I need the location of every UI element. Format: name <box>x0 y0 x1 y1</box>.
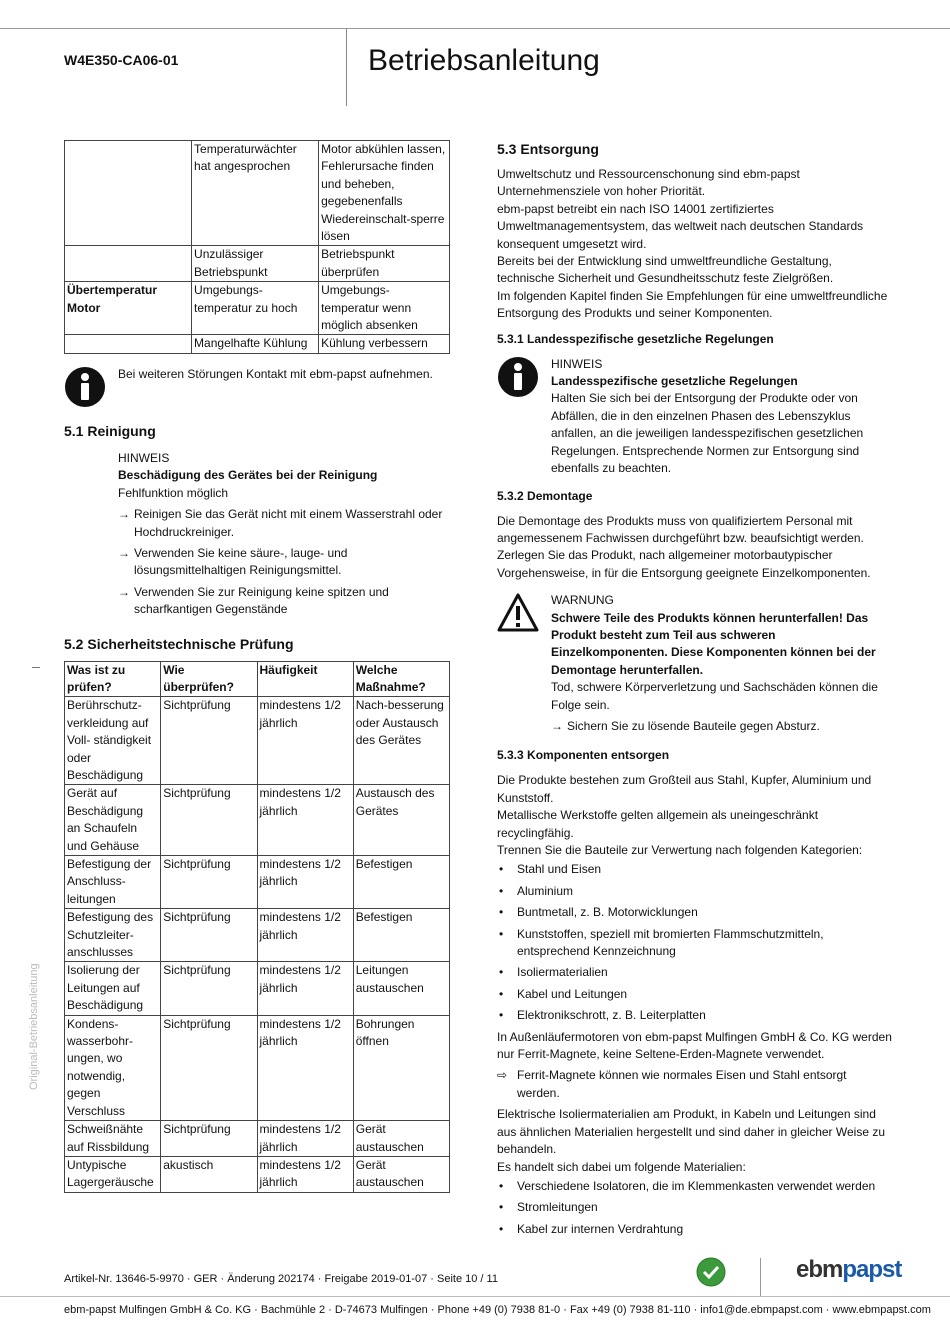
table-row <box>65 282 450 335</box>
company-address: ebm-papst Mulfingen GmbH & Co. KG · Bachmühle 2 · D-74673 Mulfingen · Phone +49 (0) 7938 81-0 · Fax +49 (0) 7938 81-110 · info1@de.ebmpapst.com · www.ebmpapst.com <box>64 1304 931 1316</box>
arrow-icon: → <box>118 507 130 522</box>
list-item-text: Aluminium <box>517 883 574 898</box>
table-row <box>65 856 450 909</box>
fault-cell <box>65 335 192 353</box>
table-row <box>65 909 450 962</box>
right-column <box>497 140 892 1242</box>
fault-cell: Motor abkühlen lassen, Fehlerursache finden und beheben, gegebenenfalls Wiedereinschalt-sperre lösen <box>319 141 450 246</box>
green-tech-icon <box>696 1257 726 1287</box>
table-cell: Befestigung der Anschluss-leitungen <box>65 856 161 909</box>
table-row <box>65 1156 450 1192</box>
arrow-icon: → <box>551 718 563 733</box>
green-tech-badge <box>696 1257 726 1292</box>
info-icon <box>64 366 106 408</box>
fault-cell <box>65 141 192 246</box>
list-item-text: Kunststoffen, speziell mit bromierten Flammschutzmitteln, entsprechend Kennzeichnung <box>517 926 824 959</box>
list-item <box>118 584 450 619</box>
list-item <box>497 1178 892 1195</box>
table-row <box>65 962 450 1015</box>
fault-cell: Kühlung verbessern <box>319 335 450 353</box>
fault-cell: Betriebspunkt überprüfen <box>319 246 450 282</box>
bullet-icon: • <box>499 883 504 898</box>
table-cell: mindestens 1/2 jährlich <box>257 909 353 962</box>
regulation-notice <box>497 356 892 478</box>
bullet-icon: • <box>499 926 504 941</box>
table-cell: mindestens 1/2 jährlich <box>257 1121 353 1157</box>
brand-logo <box>796 1256 901 1284</box>
table-cell: Sichtprüfung <box>161 962 257 1015</box>
footer-separator <box>760 1258 761 1296</box>
bullet-icon: • <box>499 905 504 920</box>
table-cell: Schweißnähte auf Rissbildung <box>65 1121 161 1157</box>
column-header: Welche Maßnahme? <box>353 661 449 697</box>
hint-arrow-icon: ⇨ <box>497 1068 508 1083</box>
fault-cell: Mangelhafte Kühlung <box>192 335 319 353</box>
list-item-text: Buntmetall, z. B. Motorwicklungen <box>517 905 698 920</box>
list-item-text: Kabel zur internen Verdrahtung <box>517 1221 684 1236</box>
list-item-text: Kabel und Leitungen <box>517 986 628 1001</box>
info-icon <box>497 356 539 398</box>
table-cell: mindestens 1/2 jährlich <box>257 697 353 785</box>
table-cell: Sichtprüfung <box>161 785 257 856</box>
contact-text: Bei weiteren Störungen Kontakt mit ebm-papst aufnehmen. <box>118 366 433 381</box>
table-cell: Gerät austauschen <box>353 1156 449 1192</box>
table-cell: Bohrungen öffnen <box>353 1015 449 1120</box>
table-cell: Nach-besserung oder Austausch des Gerätes <box>353 697 449 785</box>
table-row <box>65 335 450 353</box>
table-row <box>65 1015 450 1120</box>
notice-body <box>551 356 892 478</box>
warning-text: Tod, schwere Körperverletzung und Sachschäden können die Folge sein. <box>551 680 878 712</box>
list-item-text: Elektronikschrott, z. B. Leiterplatten <box>517 1008 706 1023</box>
bullet-icon: • <box>499 1008 504 1023</box>
contact-notice <box>64 366 450 408</box>
paragraph: Die Demontage des Produkts muss von qualifiziertem Personal mit angemessenem Fachwissen durchgeführt bzw. beaufsichtigt werden. Zerlegen Sie das Produkt, nach allgemeiner motorbautypischer Vorgehensweise, in für die Entsorgung geeignete Einzelkomponenten. <box>497 513 871 580</box>
paragraph: Elektrische Isoliermaterialien am Produkt, in Kabeln und Leitungen sind aus ähnlichen Materialien hergestellt und sind daher in gleicher Weise zu behandeln. <box>497 1107 886 1157</box>
table-header-row <box>65 661 450 697</box>
inspection-table-body <box>65 697 450 1192</box>
column-header: Wie überprüfen? <box>161 661 257 697</box>
table-cell: mindestens 1/2 jährlich <box>257 1156 353 1192</box>
list-item <box>551 718 892 735</box>
list-item <box>497 1199 892 1216</box>
margin-mark <box>32 667 40 668</box>
paragraph: Bereits bei der Entwicklung sind umweltfreundliche Gestaltung, technische Sicherheit und Gesundheitsschutz feste Zielgrößen. <box>497 254 834 286</box>
list-item-text: Sichern Sie zu lösende Bauteile gegen Absturz. <box>567 718 820 733</box>
table-cell: mindestens 1/2 jährlich <box>257 1015 353 1120</box>
bullet-icon: • <box>499 986 504 1001</box>
table-cell: Austausch des Gerätes <box>353 785 449 856</box>
fault-cell <box>65 246 192 282</box>
category-list <box>497 861 892 1024</box>
section-5-1-title: 5.1 Reinigung <box>64 422 156 439</box>
paragraph: Trennen Sie die Bauteile zur Verwertung nach folgenden Kategorien: <box>497 843 863 857</box>
brand-part: ebm <box>796 1256 843 1283</box>
list-item-text: Stahl und Eisen <box>517 862 602 877</box>
notice-label: HINWEIS <box>551 356 603 371</box>
left-column <box>64 140 450 1193</box>
table-cell: Untypische Lagergeräusche <box>65 1156 161 1192</box>
paragraph: In Außenläufermotoren von ebm-papst Mulfingen GmbH & Co. KG werden nur Ferrit-Magnete, keine Seltene-Erden-Magnete verwendet. <box>497 1029 892 1062</box>
list-item-text: Stromleitungen <box>517 1200 598 1215</box>
hint-item <box>497 1067 892 1102</box>
list-item-text: Verschiedene Isolatoren, die im Klemmenkasten verwendet werden <box>517 1178 876 1193</box>
bullet-icon: • <box>499 1200 504 1215</box>
side-label: Original-Betriebsanleitung <box>28 963 40 1090</box>
notice-title: Beschädigung des Gerätes bei der Reinigung <box>118 468 378 483</box>
table-cell: Sichtprüfung <box>161 1015 257 1120</box>
table-cell: Gerät austauschen <box>353 1121 449 1157</box>
table-row <box>65 697 450 785</box>
table-cell: Sichtprüfung <box>161 856 257 909</box>
list-item <box>118 545 450 580</box>
warning-notice <box>497 592 892 735</box>
table-cell: Berührschutz-verkleidung auf Voll- ständigkeit oder Beschädigung <box>65 697 161 785</box>
fault-cell: Temperaturwächter hat angesprochen <box>192 141 319 246</box>
table-row <box>65 246 450 282</box>
header-rule <box>0 28 950 29</box>
cleaning-notice <box>118 450 450 619</box>
list-item-text: Verwenden Sie keine säure-, lauge- und lösungsmittelhaltigen Reinigungsmittel. <box>134 545 348 578</box>
column-header: Häufigkeit <box>257 661 353 697</box>
section-5-3-title: 5.3 Entsorgung <box>497 141 599 157</box>
notice-label: HINWEIS <box>118 450 170 465</box>
table-cell: akustisch <box>161 1156 257 1192</box>
list-item-text: Verwenden Sie zur Reinigung keine spitzen und scharfkantigen Gegenstände <box>134 584 389 617</box>
warning-title: Schwere Teile des Produkts können herunterfallen! Das Produkt besteht zum Teil aus schweren Einzelkomponenten. Diese Komponenten können bei der Demontage herunterfallen. <box>551 610 876 677</box>
list-item <box>497 1221 892 1238</box>
list-item-text: Isoliermaterialien <box>517 965 608 980</box>
list-item <box>118 506 450 541</box>
table-cell: Sichtprüfung <box>161 697 257 785</box>
components-text <box>497 772 892 859</box>
table-row <box>65 1121 450 1157</box>
table-cell: Leitungen austauschen <box>353 962 449 1015</box>
arrow-icon: → <box>118 584 130 599</box>
table-cell: Sichtprüfung <box>161 1121 257 1157</box>
disposal-intro <box>497 166 892 323</box>
notice-title: Landesspezifische gesetzliche Regelungen <box>551 374 798 389</box>
table-cell: Sichtprüfung <box>161 909 257 962</box>
table-cell: mindestens 1/2 jährlich <box>257 856 353 909</box>
table-cell: Befestigung des Schutzleiter-anschlusses <box>65 909 161 962</box>
list-item-text: Reinigen Sie das Gerät nicht mit einem Wasserstrahl oder Hochdruckreiniger. <box>134 507 443 539</box>
footer-rule <box>0 1296 950 1297</box>
paragraph: Die Produkte bestehen zum Großteil aus Stahl, Kupfer, Aluminium und Kunststoff. <box>497 773 872 805</box>
column-header: Was ist zu prüfen? <box>65 661 161 697</box>
table-cell: mindestens 1/2 jährlich <box>257 785 353 856</box>
section-5-3-1-title: 5.3.1 Landesspezifische gesetzliche Regelungen <box>497 331 774 346</box>
table-cell: Isolierung der Leitungen auf Beschädigung <box>65 962 161 1015</box>
bullet-icon: • <box>499 1221 504 1236</box>
table-row <box>65 785 450 856</box>
bullet-icon: • <box>499 1178 504 1193</box>
arrow-icon: → <box>118 545 130 560</box>
bullet-icon: • <box>499 862 504 877</box>
notice-text: Fehlfunktion möglich <box>118 485 229 500</box>
fault-cell: Übertemperatur Motor <box>65 282 192 335</box>
inspection-table <box>64 661 450 1193</box>
warning-label: WARNUNG <box>551 593 614 608</box>
table-cell: Gerät auf Beschädigung an Schaufeln und Gehäuse <box>65 785 161 856</box>
table-cell: mindestens 1/2 jährlich <box>257 962 353 1015</box>
paragraph: Es handelt sich dabei um folgende Materialien: <box>497 1159 746 1174</box>
fault-table <box>64 140 450 354</box>
table-row <box>65 141 450 246</box>
table-cell: Kondens-wasserbohr-ungen, wo notwendig, gegen Verschluss <box>65 1015 161 1120</box>
header-separator <box>346 28 347 106</box>
section-5-3-2-title: 5.3.2 Demontage <box>497 488 593 503</box>
paragraph: ebm-papst betreibt ein nach ISO 14001 zertifiziertes Umweltmanagementsystem, das weltweit nach deutschen Standards konsequent umgesetzt wird. <box>497 201 864 251</box>
list-item <box>497 904 892 921</box>
table-cell: Befestigen <box>353 909 449 962</box>
list-item <box>497 926 892 961</box>
list-item <box>497 883 892 900</box>
fault-cell: Unzulässiger Betriebspunkt <box>192 246 319 282</box>
notice-text: Halten Sie sich bei der Entsorgung der Produkte oder von Abfällen, die in den einzelnen Phasen des Lebenszyklus anfallen, an die jeweiligen landesspezifischen gesetzlichen Regelungen. Entsprechende Normen zur Entsorgung sind ebenfalls zu beachten. <box>551 391 864 476</box>
fault-cell: Umgebungs-temperatur wenn möglich absenken <box>319 282 450 335</box>
list-item <box>497 1007 892 1024</box>
section-5-3-3-title: 5.3.3 Komponenten entsorgen <box>497 748 670 763</box>
brand-part: papst <box>842 1256 902 1283</box>
paragraph: Metallische Werkstoffe gelten allgemein als uneingeschränkt recyclingfähig. <box>497 808 819 840</box>
fault-cell: Umgebungs-temperatur zu hoch <box>192 282 319 335</box>
list-item <box>497 861 892 878</box>
list-item <box>497 964 892 981</box>
bullet-icon: • <box>499 965 504 980</box>
hint-text: Ferrit-Magnete können wie normales Eisen und Stahl entsorgt werden. <box>517 1068 847 1100</box>
article-info: Artikel-Nr. 13646-5-9970 · GER · Änderung 202174 · Freigabe 2019-01-07 · Seite 10 / 11 <box>64 1273 498 1285</box>
paragraph: Umweltschutz und Ressourcenschonung sind ebm-papst Unternehmensziele von hoher Priorität. <box>497 167 800 199</box>
material-list <box>497 1178 892 1238</box>
warning-body <box>551 592 892 735</box>
table-cell: Befestigen <box>353 856 449 909</box>
list-item <box>497 986 892 1003</box>
document-title: Betriebsanleitung <box>368 44 600 77</box>
model-number: W4E350-CA06-01 <box>64 52 179 68</box>
paragraph: Im folgenden Kapitel finden Sie Empfehlungen für eine umweltfreundliche Entsorgung des Produkts und seiner Komponenten. <box>497 288 888 321</box>
section-5-2-title: 5.2 Sicherheitstechnische Prüfung <box>64 635 294 652</box>
warning-triangle-icon <box>497 592 539 634</box>
